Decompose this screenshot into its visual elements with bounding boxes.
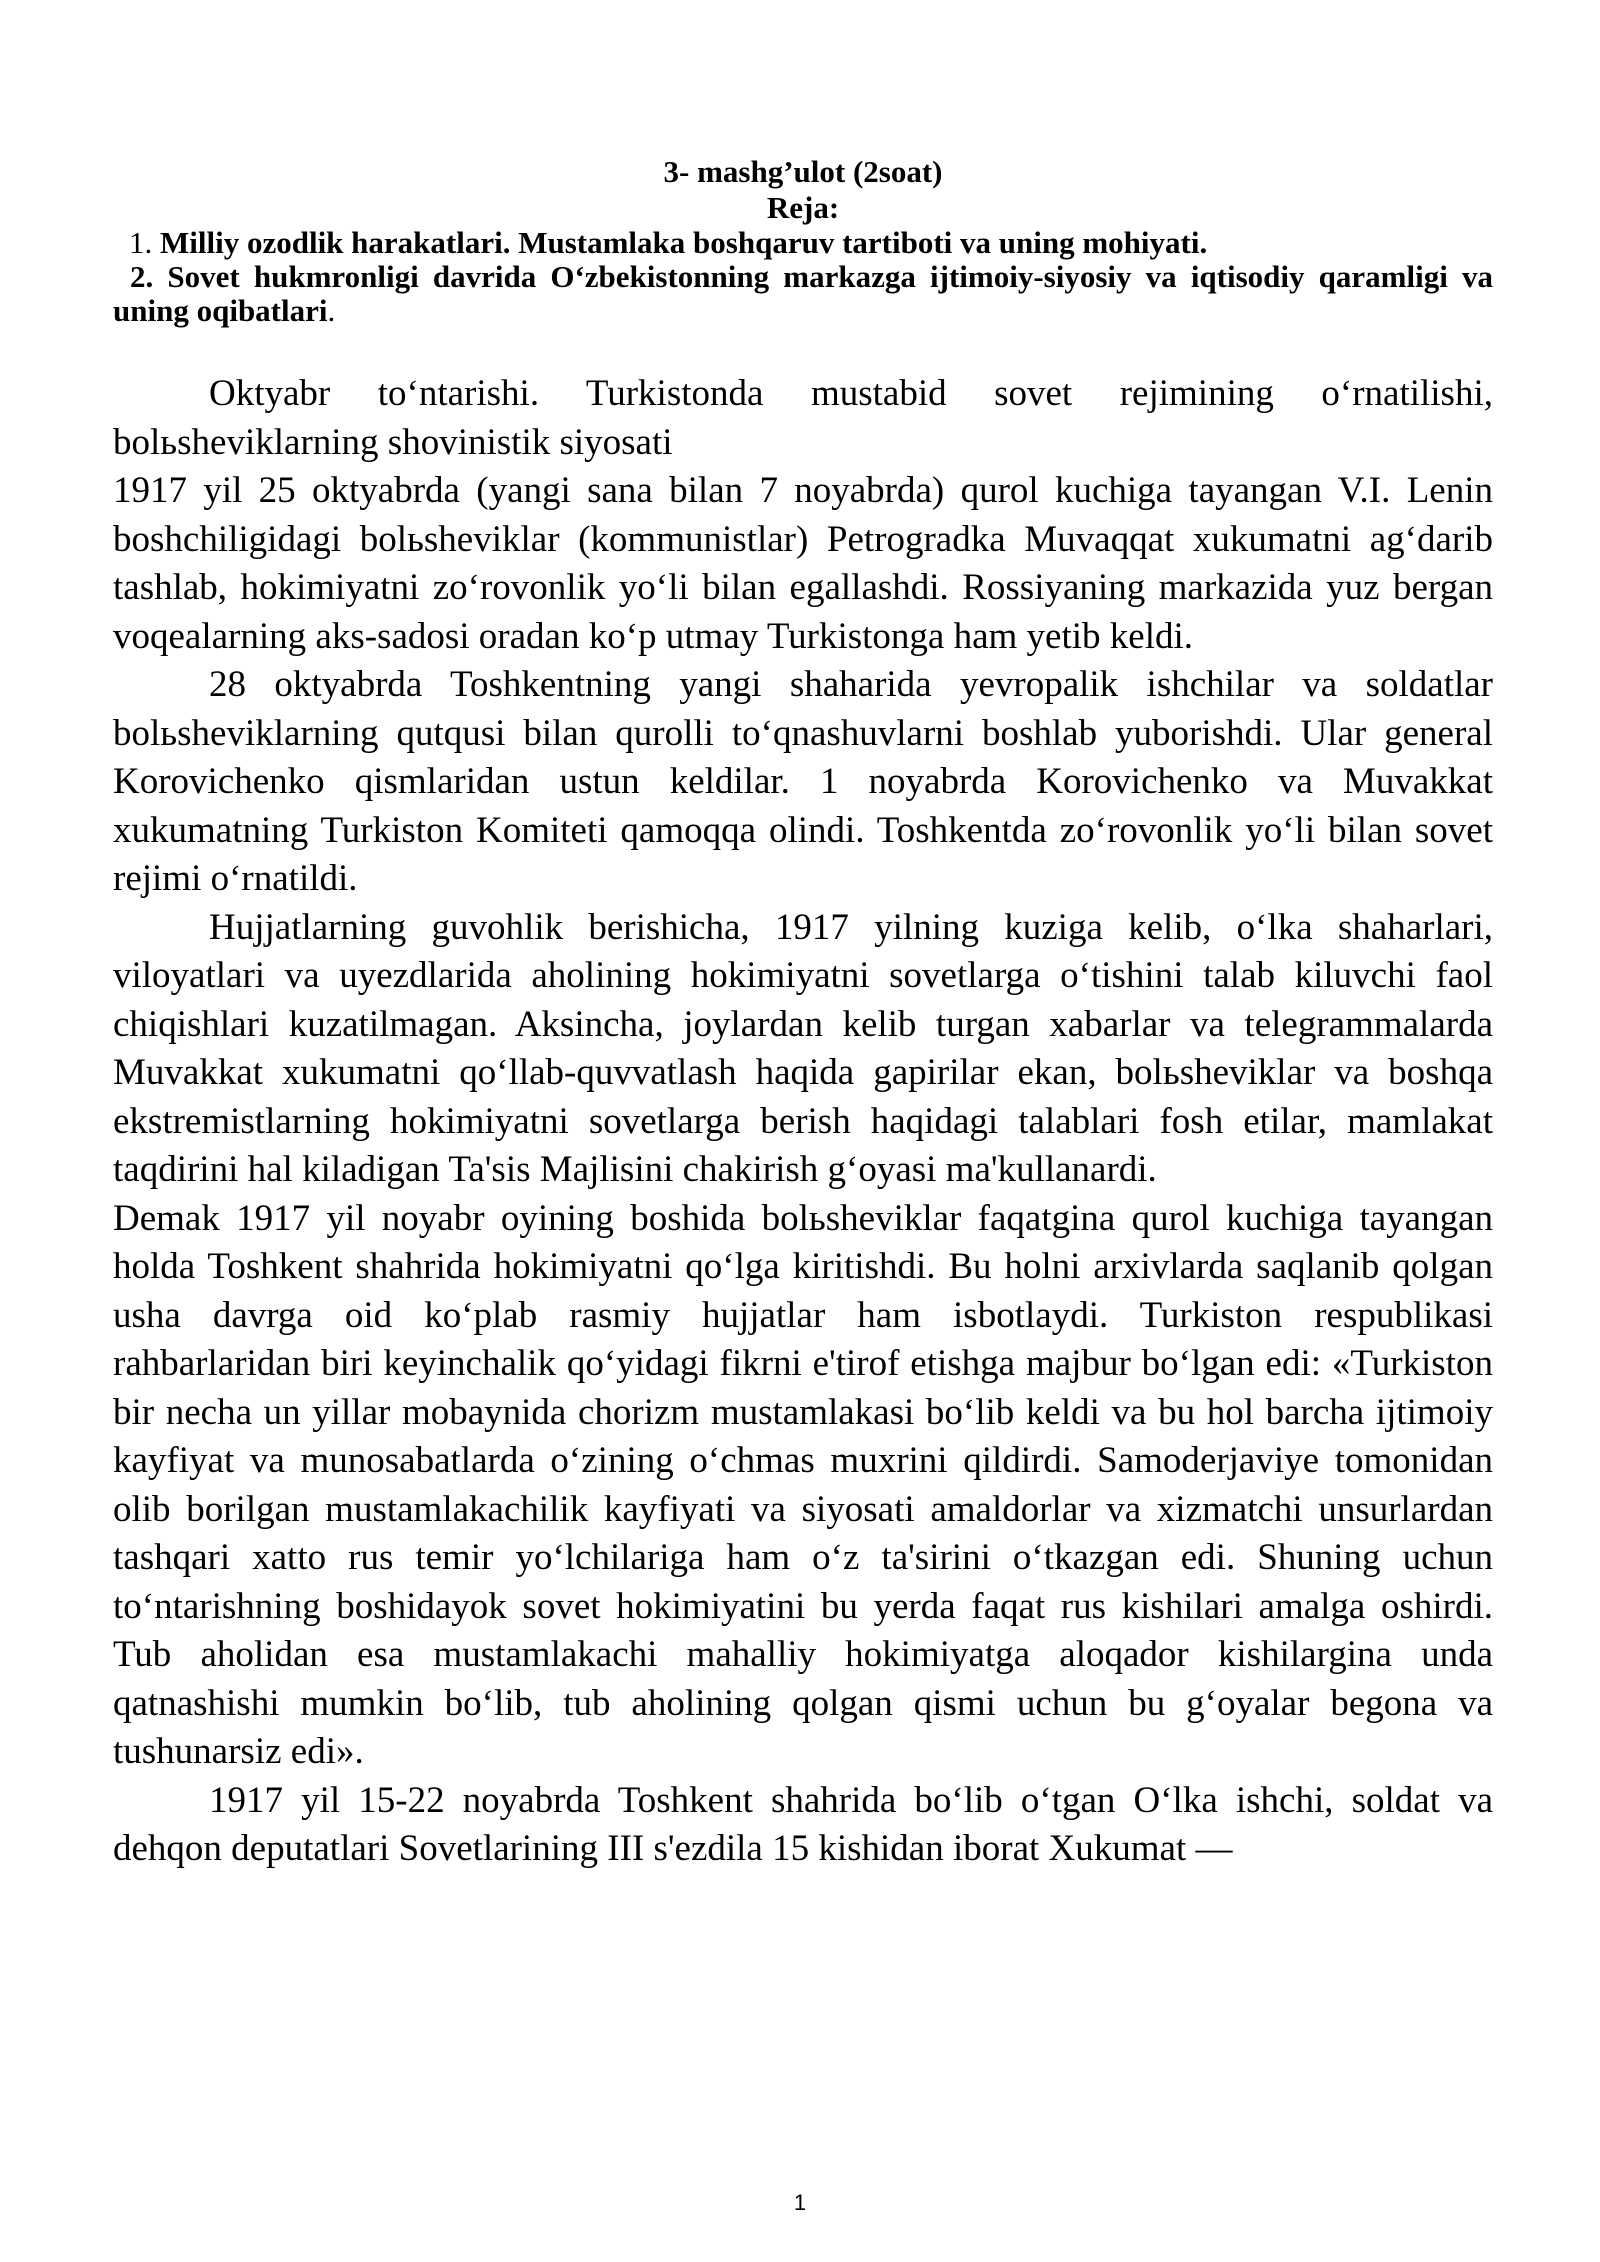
page-content — [113, 154, 1493, 1874]
paragraph: 1917 yil 15-22 noyabrda Toshkent shahrida bo‘lib o‘tgan O‘lka ishchi, soldat va dehqon deputatlari Sovetlarining III s'ezdila 15 kishidan iborat Xukumat — — [113, 1779, 1493, 1869]
body-text — [113, 370, 1493, 1874]
plan-item-number: 2. — [130, 259, 154, 294]
lesson-title: 3- mashg’ulot (2soat) — [663, 154, 943, 189]
plan-item — [113, 260, 1493, 328]
paragraph-topic: Oktyabr to‘ntarishi. Turkistonda mustabid sovet rejimining o‘rnatilishi, bolьsheviklarning shovinistik siyosati — [113, 373, 1493, 463]
page-number: 1 — [793, 2190, 807, 2215]
plan-item-number: 1. — [129, 225, 153, 260]
plan-item-text: Milliy ozodlik harakatlari. Mustamlaka boshqaruv tartiboti va uning mohiyati. — [160, 225, 1208, 260]
paragraph: 1917 yil 25 oktyabrda (yangi sana bilan 7 noyabrda) qurol kuchiga tayangan V.I. Lenin boshchiligidagi bolьsheviklar (kommunistlar) Petrogradka Muvaqqat xukumatni ag‘darib tashlab, hokimiyatni zo‘rovonlik yo‘li bilan egallashdi. Rossiyaning markazida yuz bergan voqealarning aks-sadosi oradan ko‘p utmay Turkistonga ham yetib keldi. — [113, 470, 1493, 657]
paragraph: Demak 1917 yil noyabr oyining boshida bolьsheviklar faqatgina qurol kuchiga tayangan holda Toshkent shahrida hokimiyatni qo‘lga kiritishdi. Bu holni arxivlarda saqlanib qolgan usha davrga oid ko‘plab rasmiy hujjatlar ham isbotlaydi. Turkiston respublikasi rahbarlaridan biri keyinchalik qo‘yidagi fikrni e'tirof etishga majbur bo‘lgan edi: «Turkiston bir necha un yillar mobaynida chorizm mustamlakasi bo‘lib keldi va bu hol barcha ijtimoiy kayfiyat va munosabatlarda o‘zining o‘chmas muxrini qildirdi. Samoderjaviye tomonidan olib borilgan mustamlakachilik kayfiyati va siyosati amaldorlar va xizmatchi unsurlardan tashqari xatto rus temir yo‘lchilariga ham o‘z ta'sirini o‘tkazgan edi. Shuning uchun to‘ntarishning boshidayok sovet hokimiyatini bu yerda faqat rus kishilari amalga oshirdi. Tub aholidan esa mustamlakachi mahalliy hokimiyatga aloqador kishilargina unda qatnashishi mumkin bo‘lib, tub aholining qolgan qismi uchun bu g‘oyalar begona va tushunarsiz edi». — [113, 1197, 1493, 1772]
plan-item-text: Sovet hukmronligi davrida O‘zbekistonning markazga ijtimoiy-siyosiy va iqtisodiy qaramligi va uning oqibatlari — [113, 259, 1493, 328]
plan-item — [113, 226, 1493, 260]
paragraph: Hujjatlarning guvohlik berishicha, 1917 yilning kuziga kelib, o‘lka shaharlari, viloyatlari va uyezdlarida aholining hokimiyatni sovetlarga o‘tishini talab kiluvchi faol chiqishlari kuzatilmagan. Aksincha, joylardan kelib turgan xabarlar va telegrammalarda Muvakkat xukumatni qo‘llab-quvvatlash haqida gapirilar ekan, bolьsheviklar va boshqa ekstremistlarning hokimiyatni sovetlarga berish haqidagi talablari fosh etilar, mamlakat taqdirini hal kiladigan Ta'sis Majlisini chakirish g‘oyasi ma'kullanardi. — [113, 906, 1493, 1190]
paragraph: 28 oktyabrda Toshkentning yangi shaharida yevropalik ishchilar va soldatlar bolьsheviklarning qutqusi bilan qurolli to‘qnashuvlarni boshlab yuborishdi. Ular general Korovichenko qismlaridan ustun keldilar. 1 noyabrda Korovichenko va Muvakkat xukumatning Turkiston Komiteti qamoqqa olindi. Toshkentda zo‘rovonlik yo‘li bilan sovet rejimi o‘rnatildi. — [113, 664, 1493, 899]
plan-item-tail: . — [327, 293, 336, 328]
plan-label: Reja: — [766, 190, 840, 225]
